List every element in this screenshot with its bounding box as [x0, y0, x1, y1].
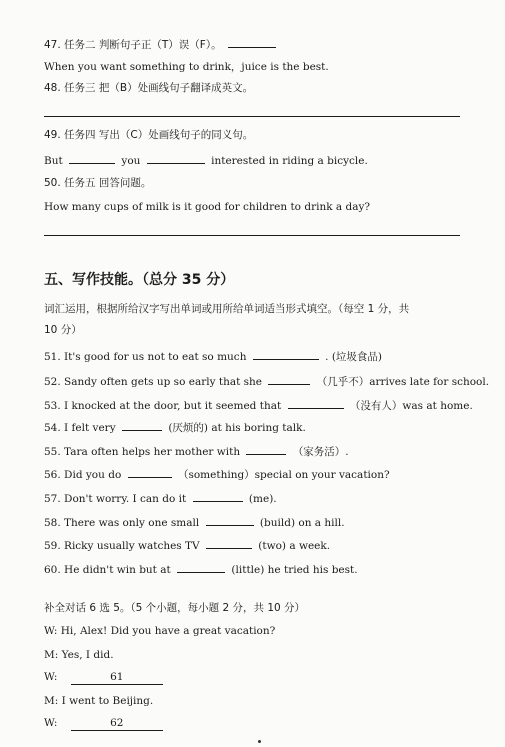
- q56-post: （something）special on your vacation?: [177, 469, 390, 481]
- q53-blank[interactable]: [288, 397, 344, 409]
- q50-answer-line[interactable]: [44, 235, 460, 236]
- dialog-line-4: M: I went to Beijing.: [44, 695, 154, 707]
- dialog-line-5: [44, 716, 163, 731]
- q49-text-b: you: [121, 155, 141, 167]
- q51-post: . (垃圾食品): [325, 351, 383, 363]
- dialog-line-3: [44, 670, 163, 685]
- q55-row: [44, 443, 349, 459]
- q57-blank[interactable]: [193, 490, 243, 502]
- q58-post: (build) on a hill.: [259, 517, 345, 529]
- q51-pre: 51. It's good for us not to eat so much: [44, 351, 247, 363]
- q54-blank[interactable]: [122, 419, 162, 431]
- dialog-speaker-w: W:: [44, 717, 58, 729]
- section-5-title: 五、写作技能。（总分 35 分）: [44, 272, 235, 288]
- dialog-heading: 补全对话 6 选 5。（5 个小题，每小题 2 分，共 10 分）: [44, 602, 306, 614]
- q59-post: (two) a week.: [258, 540, 331, 552]
- q50-question: How many cups of milk is it good for children to drink a day?: [44, 201, 371, 213]
- q47-row: [44, 36, 279, 52]
- q47-label: 47. 任务二 判断句子正（T）误（F）。: [44, 39, 222, 51]
- q53-row: [44, 397, 473, 413]
- answer-blank-61[interactable]: 61: [71, 670, 163, 685]
- dialog-line-2: M: Yes, I did.: [44, 649, 114, 661]
- q50-label: 50. 任务五 回答问题。: [44, 177, 152, 189]
- answer-blank-62[interactable]: 62: [71, 716, 163, 731]
- q54-row: [44, 419, 306, 435]
- q56-pre: 56. Did you do: [44, 469, 122, 481]
- q56-blank[interactable]: [128, 466, 172, 478]
- section-5-instruction-cont: 10 分）: [44, 324, 82, 336]
- section-5-instruction: 词汇运用，根据所给汉字写出单词或用所给单词适当形式填空。（每空 1 分，共: [44, 303, 410, 315]
- q60-post: (little) he tried his best.: [231, 564, 358, 576]
- q55-post: （家务活）.: [292, 446, 349, 458]
- q48-label: 48. 任务三 把（B）处画线句子翻译成英文。: [44, 82, 254, 94]
- q49-blank-2[interactable]: [147, 152, 205, 164]
- q57-row: [44, 490, 277, 506]
- page-mark: [258, 740, 261, 743]
- dialog-speaker-w: W:: [44, 671, 58, 683]
- q57-pre: 57. Don't worry. I can do it: [44, 493, 187, 505]
- q56-row: [44, 466, 390, 482]
- q60-pre: 60. He didn't win but at: [44, 564, 171, 576]
- q48-answer-line[interactable]: [44, 116, 460, 117]
- q59-row: [44, 537, 330, 553]
- q60-blank[interactable]: [177, 561, 225, 573]
- q49-label: 49. 任务四 写出（C）处画线句子的同义句。: [44, 129, 254, 141]
- q60-row: [44, 561, 358, 577]
- q54-post: (厌烦的) at his boring talk.: [168, 422, 306, 434]
- q52-post: （几乎不）arrives late for school.: [316, 376, 490, 388]
- q49-text-a: But: [44, 155, 63, 167]
- q47-sentence: When you want something to drink，juice is the best.: [44, 61, 329, 73]
- q52-row: [44, 373, 489, 389]
- q52-pre: 52. Sandy often gets up so early that she: [44, 376, 263, 388]
- q58-pre: 58. There was only one small: [44, 517, 200, 529]
- q53-pre: 53. I knocked at the door, but it seemed that: [44, 400, 282, 412]
- q51-blank[interactable]: [253, 348, 319, 360]
- q53-post: （没有人）was at home.: [349, 400, 473, 412]
- q59-blank[interactable]: [206, 537, 252, 549]
- q57-post: (me).: [248, 493, 277, 505]
- q51-row: [44, 348, 382, 364]
- q59-pre: 59. Ricky usually watches TV: [44, 540, 200, 552]
- q49-row: [44, 152, 368, 168]
- q55-pre: 55. Tara often helps her mother with: [44, 446, 241, 458]
- q49-blank-1[interactable]: [69, 152, 115, 164]
- q49-text-c: interested in riding a bicycle.: [211, 155, 368, 167]
- q58-blank[interactable]: [206, 514, 254, 526]
- q55-blank[interactable]: [246, 443, 286, 455]
- q47-blank[interactable]: [228, 36, 276, 48]
- dialog-line-1: W: Hi, Alex! Did you have a great vacation?: [44, 625, 276, 637]
- q52-blank[interactable]: [268, 373, 310, 385]
- q58-row: [44, 514, 345, 530]
- q54-pre: 54. I felt very: [44, 422, 116, 434]
